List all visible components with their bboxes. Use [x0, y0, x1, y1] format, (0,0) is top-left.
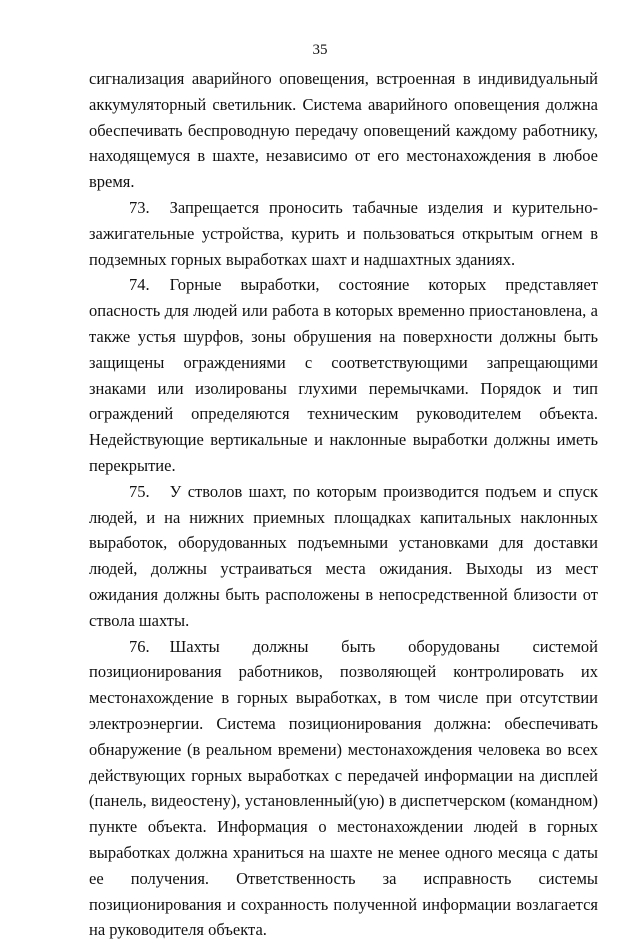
- paragraph-text: Запрещается проносить табачные изделия и курительно-зажигательные устройства, курить и пользоваться открытым огнем в подземных горных выработках шахт и надшахтных зданиях.: [89, 197, 598, 269]
- paragraph-number: 74.: [129, 275, 150, 295]
- paragraph-text: Шахты должны быть оборудованы системой позиционирования работников, позволяющей контролировать их местонахождение в горных выработках, в том числе при отсутствии электроэнергии. Система позиционирования должна: обеспечивать обнаружение (в реальном времени) местонахождения человека во всех действующих горных выработках с передачей информации на дисплей (панель, видеостену), установленный(ую) в диспетчерском (командном) пункте объекта. Информация о местонахождении людей в горных выработках должна храниться на шахте не менее одного месяца с даты ее получения. Ответственность за исправность системы позиционирования и сохранность полученной информации возлагается на руководителя объекта.: [89, 636, 598, 940]
- page-number: 35: [312, 42, 328, 58]
- paragraph-number: 76.: [129, 636, 150, 656]
- paragraph-continuation: [89, 66, 598, 195]
- paragraph-number: 75.: [129, 481, 150, 501]
- paragraph-text: Горные выработки, состояние которых представляет опасность для людей или работа в которых временно приостановлена, а также устья шурфов, зоны обрушения на поверхности должны быть защищены ограждениями с соответствующими запрещающими знаками или изолированы глухими перемычками. Порядок и тип ограждений определяются техническим руководителем объекта. Недействующие вертикальные и наклонные выработки должны иметь перекрытие.: [89, 275, 598, 475]
- paragraph-74: [89, 272, 598, 478]
- paragraph-text: сигнализация аварийного оповещения, встроенная в индивидуальный аккумуляторный светильник. Система аварийного оповещения должна обеспечивать беспроводную передачу оповещений каждому работнику, находящемуся в шахте, независимо от его местонахождения в любое время.: [89, 69, 598, 192]
- paragraph-number: 73.: [129, 197, 150, 217]
- document-body: [89, 66, 598, 943]
- paragraph-73: [89, 195, 598, 272]
- paragraph-76: [89, 634, 598, 943]
- paragraph-75: [89, 479, 598, 634]
- paragraph-text: У стволов шахт, по которым производится подъем и спуск людей, и на нижних приемных площадках капитальных наклонных выработок, оборудованных подъемными установками для доставки людей, должны устраиваться места ожидания. Выходы из мест ожидания должны быть расположены в непосредственной близости от ствола шахты.: [89, 481, 598, 630]
